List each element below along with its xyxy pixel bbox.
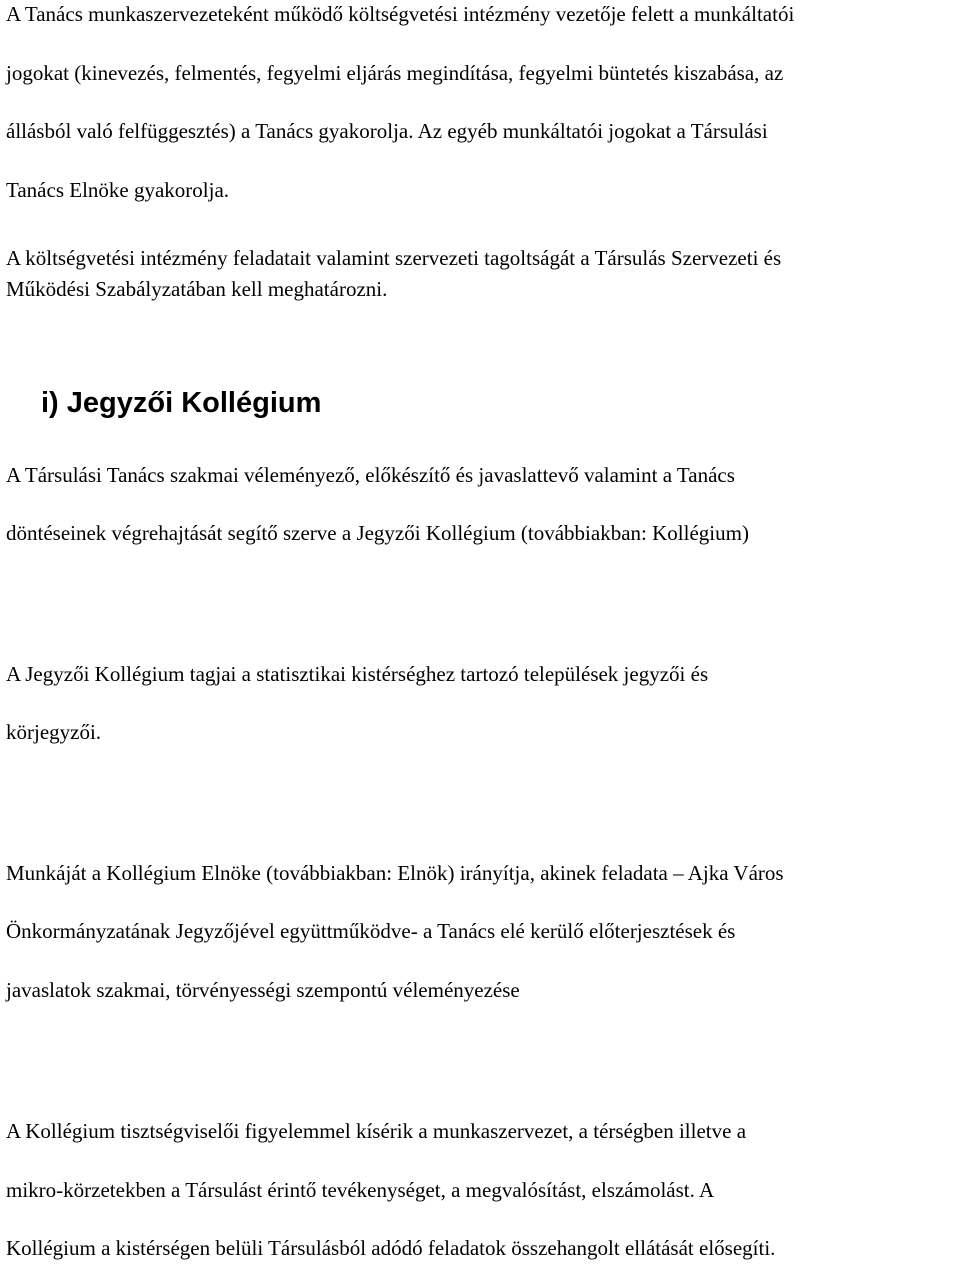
text-line: Tanács Elnöke gyakorolja. — [6, 178, 230, 202]
text-line: A Jegyzői Kollégium tagjai a statisztikai kistérséghez tartozó települések jegyzői és — [6, 662, 709, 686]
text-line: jogokat (kinevezés, felmentés, fegyelmi eljárás megindítása, fegyelmi büntetés kiszabása, az — [6, 61, 784, 85]
text-line: A Tanács munkaszervezeteként működő költségvetési intézmény vezetője felett a munkáltatói — [6, 2, 795, 26]
text-line: Munkáját a Kollégium Elnöke (továbbiakban: Elnök) irányítja, akinek feladata – Ajka Város — [6, 861, 784, 885]
text-line: javaslatok szakmai, törvényességi szempontú véleményezése — [6, 978, 520, 1002]
text-line: A Kollégium tisztségviselői figyelemmel kísérik a munkaszervezet, a térségben illetve a — [6, 1119, 747, 1143]
text-line: Önkormányzatának Jegyzőjével együttműködve- a Tanács elé kerülő előterjesztések és — [6, 919, 736, 943]
text-line: körjegyzői. — [6, 720, 102, 744]
text-line: állásból való felfüggesztés) a Tanács gyakorolja. Az egyéb munkáltatói jogokat a Társulási — [6, 119, 768, 143]
section-heading: i) Jegyzői Kollégium — [41, 387, 322, 419]
text-line: A Társulási Tanács szakmai véleményező, előkészítő és javaslattevő valamint a Tanács — [6, 463, 735, 487]
text-line: mikro-körzetekben a Társulást érintő tevékenységet, a megvalósítást, elszámolást. A — [6, 1178, 715, 1202]
text-line: Működési Szabályzatában kell meghatározni. — [6, 277, 388, 301]
text-line: Kollégium a kistérségen belüli Társulásból adódó feladatok összehangolt ellátását elősegíti. — [6, 1236, 776, 1260]
text-line: döntéseinek végrehajtását segítő szerve a Jegyzői Kollégium (továbbiakban: Kollégium) — [6, 521, 749, 545]
text-line: A költségvetési intézmény feladatait valamint szervezeti tagoltságát a Társulás Szervezeti és — [6, 246, 782, 270]
